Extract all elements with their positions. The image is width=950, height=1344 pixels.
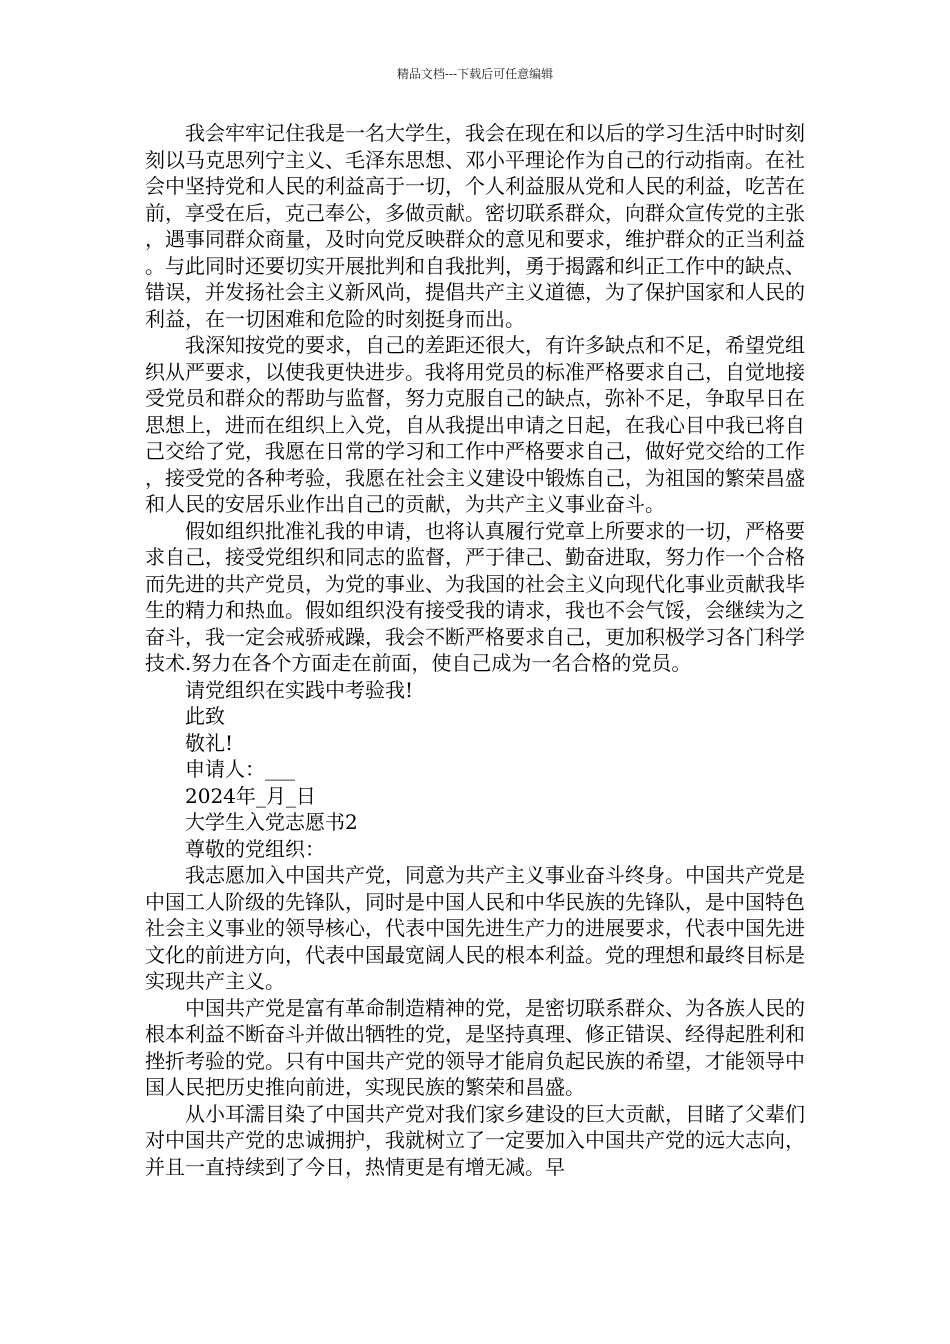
paragraph: 假如组织批准礼我的申请，也将认真履行党章上所要求的一切，严格要求自己，接受党组织和同志的监督，严于律己、勤奋进取，努力作一个合格而先进的共产党员，为党的事业、为我国的社会主义向现代化事业贡献我毕生的精力和热血。假如组织没有接受我的请求，我也不会气馁，会继续为之奋斗，我一定会戒骄戒躁，我会不断严格要求自己，更加积极学习各门科学技术.努力在各个方面走在前面，使自己成为一名合格的党员。	[145, 518, 805, 675]
paragraph: 我会牢牢记住我是一名大学生，我会在现在和以后的学习生活中时时刻刻以马克思列宁主义、毛泽东思想、邓小平理论作为自己的行动指南。在社会中坚持党和人民的利益高于一切，个人利益服从党和人民的利益，吃苦在前，享受在后，克己奉公，多做贡献。密切联系群众，向群众宣传党的主张，遇事同群众商量，及时向党反映群众的意见和要求，维护群众的正当利益。与此同时还要切实开展批判和自我批判，勇于揭露和纠正工作中的缺点、错误，并发扬社会主义新风尚，提倡共产主义道德，为了保护国家和人民的利益，在一切困难和危险的时刻挺身而出。	[145, 121, 805, 331]
date-line: 2024年_月_日	[185, 783, 316, 808]
salutation-cizhi: 此致	[185, 704, 225, 728]
salutation-jingli: 敬礼!	[185, 730, 234, 755]
greeting: 尊敬的党组织：	[185, 836, 325, 861]
document-body	[145, 120, 805, 1180]
paragraph: 我志愿加入中国共产党，同意为共产主义事业奋斗终身。中国共产党是中国工人阶级的先锋队，同时是中国人民和中华民族的先锋队，是中国特色社会主义事业的领导核心，代表中国先进生产力的进展要求，代表中国先进文化的前进方向，代表中国最宽阔人民的根本利益。党的理想和最终目标是实现共产主义。	[145, 863, 805, 993]
page-header: 精品文档---下载后可任意编辑	[396, 67, 554, 81]
closing-request: 请党组织在实践中考验我!	[185, 677, 414, 702]
paragraph: 从小耳濡目染了中国共产党对我们家乡建设的巨大贡献，目睹了父辈们对中国共产党的忠诚拥护，我就树立了一定要加入中国共产党的远大志向，并且一直持续到了今日，热情更是有增无减。早	[145, 1101, 805, 1179]
paragraph: 我深知按党的要求，自己的差距还很大，有许多缺点和不足，希望党组织从严要求，以使我更快进步。我将用党员的标准严格要求自己，自觉地接受党员和群众的帮助与监督，努力克服自己的缺点，弥补不足，争取早日在思想上，进而在组织上入党，自从我提出申请之日起，在我心目中我已将自己交给了党，我愿在日常的学习和工作中严格要求自己，做好党交给的工作，接受党的各种考验，我愿在社会主义建设中锻炼自己，为祖国的繁荣昌盛和人民的安居乐业作出自己的贡献，为共产主义事业奋斗。	[145, 333, 805, 516]
applicant-signature: 申请人：___	[185, 757, 295, 781]
paragraph: 中国共产党是富有革命制造精神的党，是密切联系群众、为各族人民的根本利益不断奋斗并做出牺牲的党，是坚持真理、修正错误、经得起胜利和挫折考验的党。只有中国共产党的领导才能肩负起民族的希望，才能领导中国人民把历史推向前进，实现民族的繁荣和昌盛。	[145, 995, 805, 1099]
section-title: 大学生入党志愿书2	[185, 810, 358, 834]
